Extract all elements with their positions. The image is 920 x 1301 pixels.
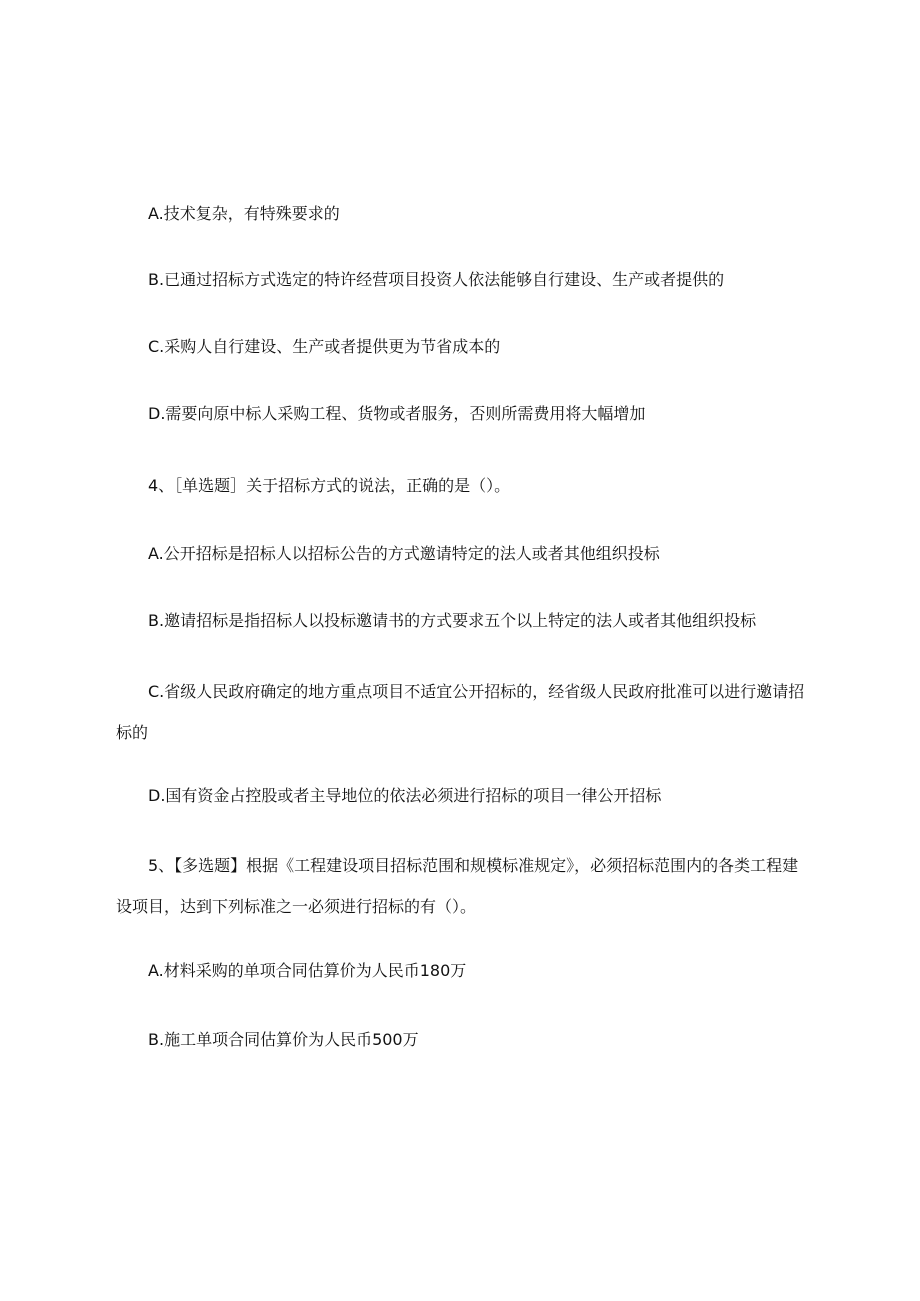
- option-a-q4: A.公开招标是招标人以招标公告的方式邀请特定的法人或者其他组织投标: [148, 544, 660, 563]
- option-d-q4: D.国有资金占控股或者主导地位的依法必须进行招标的项目一律公开招标: [148, 786, 662, 805]
- option-d-q3: D.需要向原中标人采购工程、货物或者服务，否则所需费用将大幅增加: [148, 404, 646, 423]
- question-4: 4、［单选题］关于招标方式的说法，正确的是（）。: [148, 476, 511, 495]
- question-5: 5、【多选题】根据《工程建设项目招标范围和规模标准规定》，必须招标范围内的各类工程建设项目，达到下列标准之一必须进行招标的有（）。: [116, 856, 799, 916]
- option-b-q5: B.施工单项合同估算价为人民币500万: [148, 1030, 419, 1049]
- option-b-q3: B.已通过招标方式选定的特许经营项目投资人依法能够自行建设、生产或者提供的: [148, 270, 725, 289]
- option-b-q4: B.邀请招标是指招标人以投标邀请书的方式要求五个以上特定的法人或者其他组织投标: [148, 611, 757, 630]
- option-a-q5: A.材料采购的单项合同估算价为人民币180万: [148, 961, 467, 980]
- option-a-q3: A.技术复杂，有特殊要求的: [148, 204, 340, 223]
- option-c-q4: C.省级人民政府确定的地方重点项目不适宜公开招标的，经省级人民政府批准可以进行邀请招标的: [116, 682, 805, 742]
- option-c-q3: C.采购人自行建设、生产或者提供更为节省成本的: [148, 337, 501, 356]
